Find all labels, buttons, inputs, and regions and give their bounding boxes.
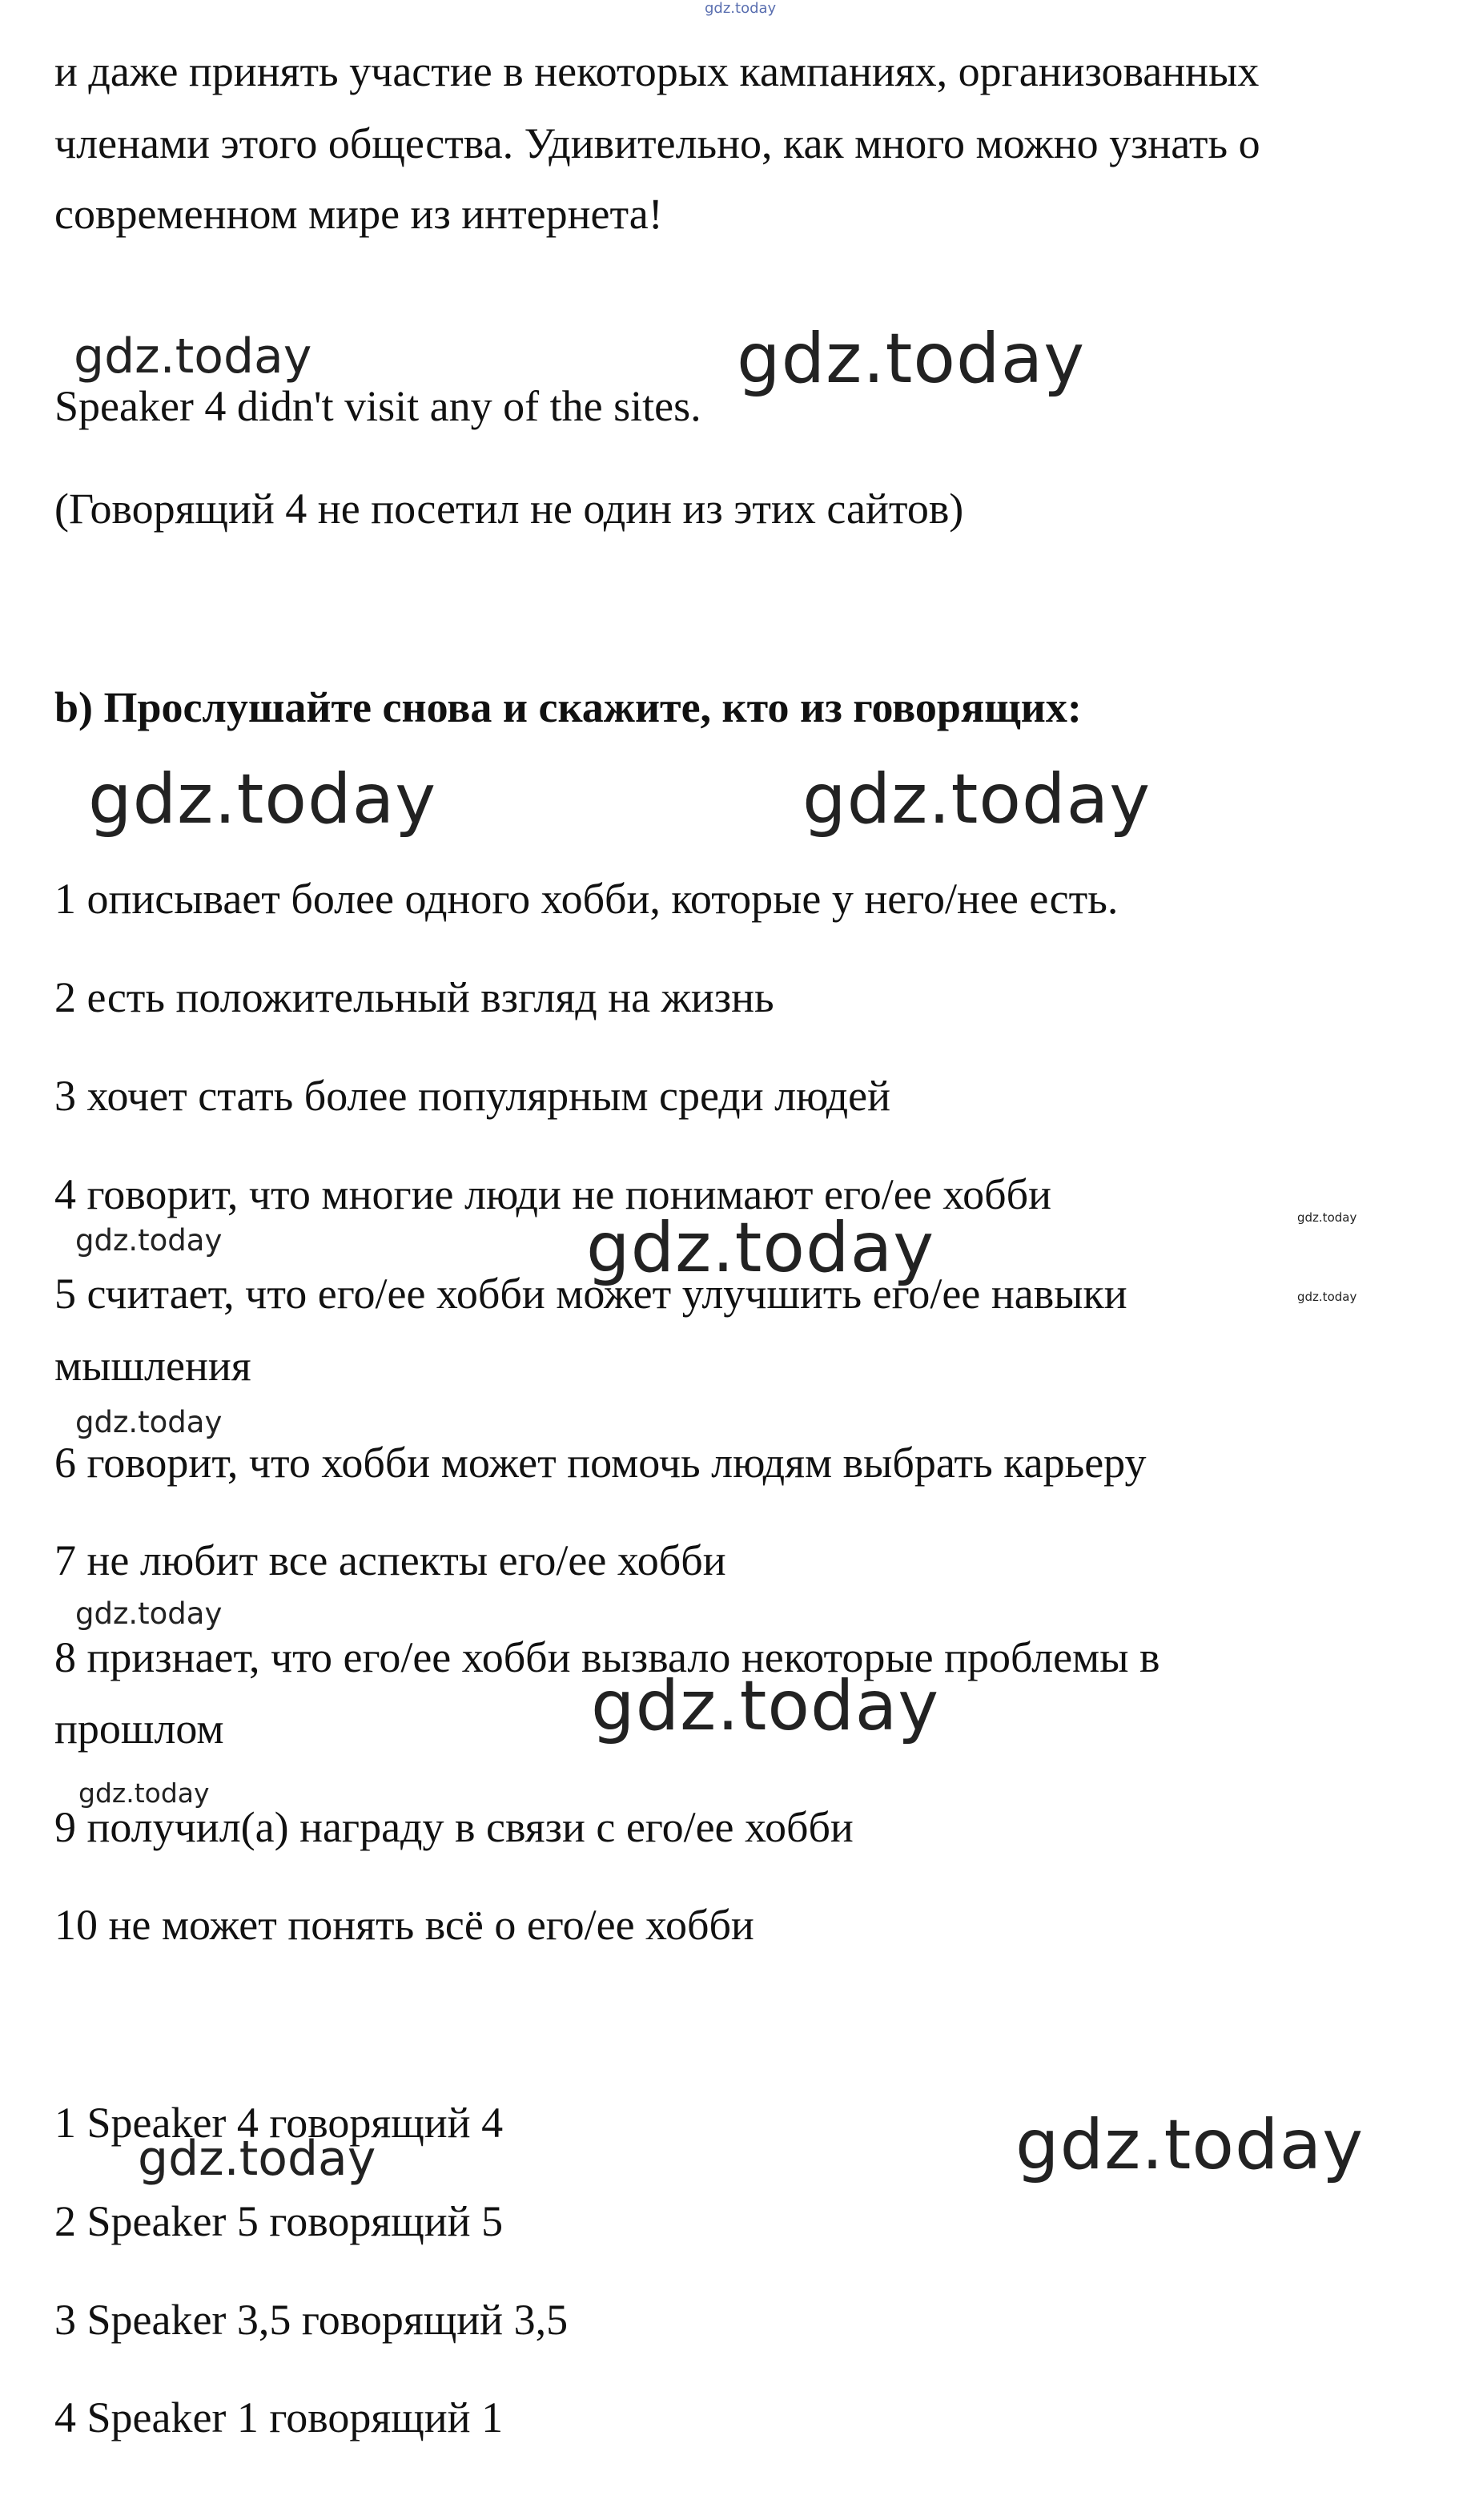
watermark: gdz.today xyxy=(88,759,437,839)
watermark: gdz.today xyxy=(591,1666,940,1746)
watermark: gdz.today xyxy=(1297,1290,1357,1304)
intro-line-3: современном мире из интернета! xyxy=(54,190,663,238)
speaker4-russian: (Говорящий 4 не посетил не один из этих сайтов) xyxy=(54,485,964,533)
watermark: gdz.today xyxy=(75,1223,223,1258)
task-item-9: 9 получил(а) награду в связи с его/ее хобби xyxy=(54,1803,854,1851)
task-item-8-line-2: прошлом xyxy=(54,1705,224,1753)
task-item-4: 4 говорит, что многие люди не понимают его/ее хобби xyxy=(54,1170,1051,1218)
task-item-3: 3 хочет стать более популярным среди людей xyxy=(54,1072,890,1120)
task-item-1: 1 описывает более одного хобби, которые у него/нее есть. xyxy=(54,875,1119,923)
watermark: gdz.today xyxy=(586,1208,935,1288)
answer-1: 1 Speaker 4 говорящий 4 xyxy=(54,2099,504,2147)
task-item-8-line-1: 8 признает, что его/ее хобби вызвало некоторые проблемы в xyxy=(54,1633,1160,1681)
task-item-2: 2 есть положительный взгляд на жизнь xyxy=(54,973,774,1021)
task-item-5-line-2: мышления xyxy=(54,1342,251,1390)
speaker4-english: Speaker 4 didn't visit any of the sites. xyxy=(54,382,701,430)
watermark: gdz.today xyxy=(74,328,312,384)
watermark: gdz.today xyxy=(1297,1210,1357,1225)
task-item-7: 7 не любит все аспекты его/ее хобби xyxy=(54,1536,726,1584)
task-item-6: 6 говорит, что хобби может помочь людям выбрать карьеру xyxy=(54,1439,1147,1487)
intro-line-1: и даже принять участие в некоторых кампаниях, организованных xyxy=(54,47,1260,95)
task-item-5-line-1: 5 считает, что его/ее хобби может улучшить его/ее навыки xyxy=(54,1270,1127,1318)
watermark: gdz.today xyxy=(138,2131,376,2187)
watermark: gdz.today xyxy=(1015,2105,1364,2185)
watermark: gdz.today xyxy=(737,319,1086,399)
watermark-top: gdz.today xyxy=(705,0,777,17)
task-item-10: 10 не может понять всё о его/ее хобби xyxy=(54,1901,754,1949)
answer-4: 4 Speaker 1 говорящий 1 xyxy=(54,2393,504,2442)
watermark: gdz.today xyxy=(75,1596,223,1631)
answer-2: 2 Speaker 5 говорящий 5 xyxy=(54,2197,504,2245)
answer-3: 3 Speaker 3,5 говорящий 3,5 xyxy=(54,2296,569,2344)
watermark: gdz.today xyxy=(75,1405,223,1439)
watermark: gdz.today xyxy=(78,1777,210,1809)
watermark: gdz.today xyxy=(802,759,1151,839)
intro-line-2: членами этого общества. Удивительно, как много можно узнать о xyxy=(54,119,1260,167)
task-b-heading: b) Прослушайте снова и скажите, кто из говорящих: xyxy=(54,683,1082,731)
